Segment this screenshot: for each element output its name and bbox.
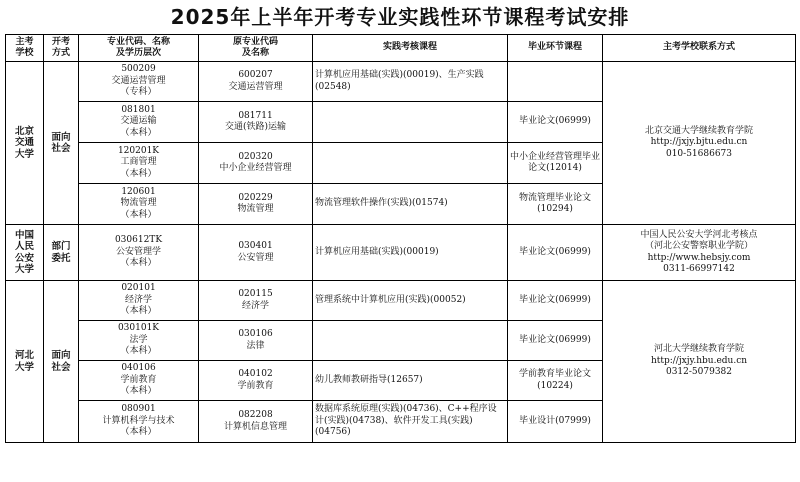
graduation-cell: 毕业论文(06999) [508, 102, 603, 143]
major-cell: 030101K 法学 （本科） [79, 321, 199, 361]
practice-cell: 计算机应用基础(实践)(00019)、生产实践(02548) [313, 62, 508, 102]
original-major-cell: 020320 中小企业经营管理 [199, 143, 313, 184]
graduation-cell: 学前教育毕业论文(10224) [508, 361, 603, 401]
major-cell: 120201K 工商管理 （本科） [79, 143, 199, 184]
header-row [6, 35, 796, 62]
contact-cell: 中国人民公安大学河北考核点 （河北公安警察职业学院） http://www.hebsjy.com 0311-66997142 [603, 225, 796, 281]
school-cell: 北京 交通 大学 [6, 62, 44, 225]
header-major: 专业代码、名称 及学历层次 [79, 35, 199, 62]
header-contact: 主考学校联系方式 [603, 35, 796, 62]
original-major-cell: 030401 公安管理 [199, 225, 313, 281]
practice-cell: 管理系统中计算机应用(实践)(00052) [313, 281, 508, 321]
graduation-cell: 毕业论文(06999) [508, 225, 603, 281]
major-cell: 020101 经济学 （本科） [79, 281, 199, 321]
graduation-cell [508, 62, 603, 102]
original-major-cell: 040102 学前教育 [199, 361, 313, 401]
original-major-cell: 020229 物流管理 [199, 184, 313, 225]
original-major-cell: 600207 交通运营管理 [199, 62, 313, 102]
graduation-cell: 物流管理毕业论文(10294) [508, 184, 603, 225]
original-major-cell: 020115 经济学 [199, 281, 313, 321]
practice-cell: 物流管理软件操作(实践)(01574) [313, 184, 508, 225]
contact-cell: 河北大学继续教育学院 http://jxjy.hbu.edu.cn 0312-5079382 [603, 281, 796, 443]
school-cell: 河北 大学 [6, 281, 44, 443]
header-original-major: 原专业代码 及名称 [199, 35, 313, 62]
header-mode: 开考 方式 [44, 35, 79, 62]
major-cell: 500209 交通运营管理 （专科） [79, 62, 199, 102]
practice-cell [313, 102, 508, 143]
major-cell: 081801 交通运输 （本科） [79, 102, 199, 143]
mode-cell: 部门 委托 [44, 225, 79, 281]
page-title: 2025年上半年开考专业实践性环节课程考试安排 [170, 5, 630, 29]
header-practice-course: 实践考核课程 [313, 35, 508, 62]
exam-schedule-table [5, 34, 796, 443]
graduation-cell: 毕业论文(06999) [508, 281, 603, 321]
mode-cell: 面向 社会 [44, 62, 79, 225]
table-row [6, 225, 796, 281]
practice-cell: 计算机应用基础(实践)(00019) [313, 225, 508, 281]
major-cell: 120601 物流管理 （本科） [79, 184, 199, 225]
practice-cell: 幼儿教师教研指导(12657) [313, 361, 508, 401]
practice-cell [313, 321, 508, 361]
major-cell: 080901 计算机科学与技术 （本科） [79, 401, 199, 443]
graduation-cell: 中小企业经营管理毕业论文(12014) [508, 143, 603, 184]
table-row [6, 62, 796, 102]
major-cell: 030612TK 公安管理学 （本科） [79, 225, 199, 281]
table-row [6, 281, 796, 321]
practice-cell: 数据库系统原理(实践)(04736)、C++程序设计(实践)(04738)、软件开发工具(实践)(04756) [313, 401, 508, 443]
mode-cell: 面向 社会 [44, 281, 79, 443]
original-major-cell: 030106 法律 [199, 321, 313, 361]
contact-cell: 北京交通大学继续教育学院 http://jxjy.bjtu.edu.cn 010-51686673 [603, 62, 796, 225]
practice-cell [313, 143, 508, 184]
school-cell: 中国 人民 公安 大学 [6, 225, 44, 281]
original-major-cell: 081711 交通(铁路)运输 [199, 102, 313, 143]
original-major-cell: 082208 计算机信息管理 [199, 401, 313, 443]
graduation-cell: 毕业论文(06999) [508, 321, 603, 361]
header-school: 主考 学校 [6, 35, 44, 62]
graduation-cell: 毕业设计(07999) [508, 401, 603, 443]
major-cell: 040106 学前教育 （本科） [79, 361, 199, 401]
header-graduation-course: 毕业环节课程 [508, 35, 603, 62]
